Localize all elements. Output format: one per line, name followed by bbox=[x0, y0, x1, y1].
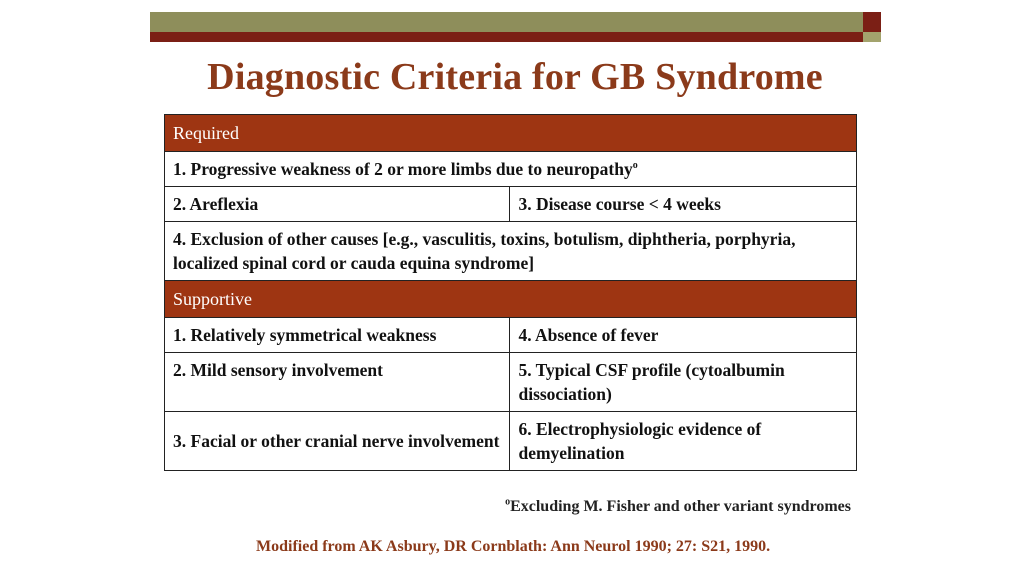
required-item-1 bbox=[165, 152, 857, 187]
header-square-maroon bbox=[863, 12, 881, 32]
required-item-2: 2. Areflexia bbox=[165, 187, 510, 222]
supportive-item-1: 1. Relatively symmetrical weakness bbox=[165, 318, 510, 353]
table-row bbox=[165, 353, 857, 412]
footnote bbox=[505, 498, 851, 516]
table-row bbox=[165, 187, 857, 222]
required-item-1-text: 1. Progressive weakness of 2 or more limbs due to neuropathy bbox=[173, 159, 633, 179]
footnote-mark: o bbox=[505, 496, 511, 508]
supportive-header: Supportive bbox=[165, 281, 857, 318]
header-bar-olive bbox=[150, 12, 863, 32]
required-item-3: 3. Disease course < 4 weeks bbox=[510, 187, 857, 222]
table-row bbox=[165, 318, 857, 353]
supportive-item-4: 4. Absence of fever bbox=[510, 318, 857, 353]
footnote-marker: o bbox=[632, 160, 638, 172]
required-item-4: 4. Exclusion of other causes [e.g., vasculitis, toxins, botulism, diphtheria, porphyria, localized spinal cord or cauda equina syndrome] bbox=[165, 222, 857, 281]
header-bar-maroon bbox=[150, 32, 881, 42]
table-row bbox=[165, 412, 857, 471]
table-row bbox=[165, 152, 857, 187]
required-header-row bbox=[165, 115, 857, 152]
table-row bbox=[165, 222, 857, 281]
header-square-olive bbox=[863, 32, 881, 42]
supportive-header-row bbox=[165, 281, 857, 318]
criteria-table bbox=[164, 114, 857, 471]
source-citation: Modified from AK Asbury, DR Cornblath: Ann Neurol 1990; 27: S21, 1990. bbox=[256, 538, 771, 555]
footnote-text: Excluding M. Fisher and other variant syndromes bbox=[510, 498, 851, 515]
supportive-item-2: 2. Mild sensory involvement bbox=[165, 353, 510, 412]
supportive-item-6: 6. Electrophysiologic evidence of demyelination bbox=[510, 412, 857, 471]
slide-title: Diagnostic Criteria for GB Syndrome bbox=[207, 56, 823, 98]
supportive-item-3: 3. Facial or other cranial nerve involvement bbox=[165, 412, 510, 471]
supportive-item-5: 5. Typical CSF profile (cytoalbumin dissociation) bbox=[510, 353, 857, 412]
required-header: Required bbox=[165, 115, 857, 152]
